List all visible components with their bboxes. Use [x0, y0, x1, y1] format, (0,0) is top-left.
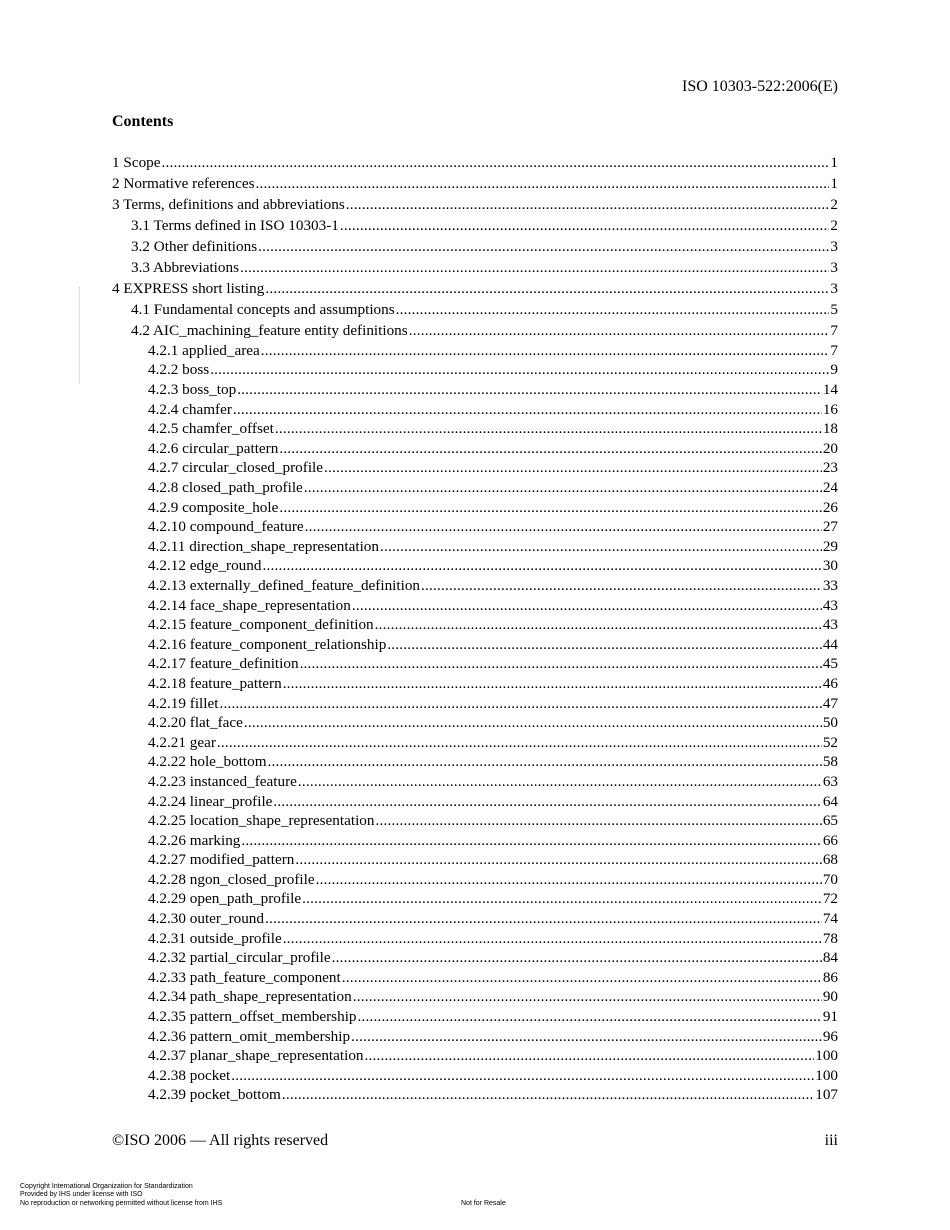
toc-entry[interactable] [112, 850, 838, 870]
toc-entry-page: 5 [830, 301, 838, 319]
toc-entry-page: 3 [830, 258, 838, 276]
toc-entry-page: 23 [822, 459, 838, 477]
toc-entry-label: 4.2.24 linear_profile [148, 792, 273, 810]
toc-dot-leader [275, 419, 822, 439]
toc-dot-leader [244, 713, 822, 733]
toc-entry[interactable] [112, 772, 838, 792]
toc-dot-leader [316, 870, 822, 890]
toc-dot-leader [256, 174, 830, 194]
toc-dot-leader [358, 1007, 822, 1027]
toc-dot-leader [217, 733, 822, 753]
toc-entry-page: 66 [822, 831, 838, 849]
toc-entry-page: 58 [822, 753, 838, 771]
margin-watermark [79, 287, 84, 383]
toc-entry-page: 72 [822, 890, 838, 908]
toc-entry-label: 4.2.23 instanced_feature [148, 772, 297, 790]
toc-entry[interactable] [112, 987, 838, 1007]
toc-entry[interactable] [112, 576, 838, 596]
toc-entry-label: 4.2.15 feature_component_definition [148, 616, 374, 634]
toc-entry-label: 4.2.6 circular_pattern [148, 439, 279, 457]
toc-entry-label: 4.2.18 feature_pattern [148, 674, 282, 692]
toc-dot-leader [241, 831, 821, 851]
toc-entry[interactable] [112, 870, 838, 890]
toc-dot-leader [279, 439, 822, 459]
toc-entry[interactable] [112, 360, 838, 380]
toc-entry-label: 4.2.10 compound_feature [148, 518, 304, 536]
toc-entry[interactable] [112, 733, 838, 753]
toc-entry[interactable] [112, 654, 838, 674]
toc-entry[interactable] [112, 300, 838, 320]
toc-entry-page: 7 [830, 322, 838, 340]
toc-entry[interactable] [112, 478, 838, 498]
toc-entry-label: 4.2.4 chamfer [148, 400, 232, 418]
toc-entry-page: 100 [815, 1047, 838, 1065]
toc-entry-page: 47 [822, 694, 838, 712]
toc-entry-label: 4 EXPRESS short listing [112, 280, 265, 298]
toc-entry-page: 90 [822, 988, 838, 1006]
toc-entry[interactable] [112, 968, 838, 988]
toc-entry-page: 52 [822, 733, 838, 751]
toc-entry-label: 4.2.34 path_shape_representation [148, 988, 352, 1006]
toc-entry-page: 44 [822, 635, 838, 653]
toc-dot-leader [282, 1085, 814, 1105]
toc-entry-label: 3.2 Other definitions [131, 237, 258, 255]
toc-entry[interactable] [112, 596, 838, 616]
toc-dot-leader [340, 216, 830, 236]
toc-dot-leader [300, 654, 822, 674]
toc-dot-leader [421, 576, 822, 596]
toc-entry[interactable] [112, 674, 838, 694]
toc-entry[interactable] [112, 635, 838, 655]
toc-dot-leader [353, 987, 822, 1007]
toc-entry-label: 2 Normative references [112, 174, 255, 192]
toc-dot-leader [279, 498, 821, 518]
toc-entry-label: 4.2.37 planar_shape_representation [148, 1047, 364, 1065]
table-of-contents [112, 151, 838, 1105]
toc-dot-leader [346, 195, 830, 215]
toc-entry-label: 4.1 Fundamental concepts and assumptions [131, 301, 395, 319]
toc-entry-label: 4.2.25 location_shape_representation [148, 812, 375, 830]
toc-entry[interactable] [112, 517, 838, 537]
not-for-resale-note: Not for Resale [461, 1200, 506, 1207]
toc-entry[interactable] [112, 498, 838, 518]
license-notice [20, 1183, 222, 1208]
toc-entry-page: 68 [822, 851, 838, 869]
toc-entry-label: 4.2.12 edge_round [148, 557, 262, 575]
toc-dot-leader [387, 635, 822, 655]
toc-entry-label: 4.2.9 composite_hole [148, 498, 279, 516]
toc-entry[interactable] [112, 439, 838, 459]
toc-dot-leader [240, 258, 829, 278]
toc-entry-label: 4.2.36 pattern_omit_membership [148, 1027, 351, 1045]
toc-entry-page: 14 [822, 381, 838, 399]
toc-entry-label: 4.2.20 flat_face [148, 714, 243, 732]
toc-entry[interactable] [112, 195, 838, 215]
toc-dot-leader [268, 752, 822, 772]
toc-entry-label: 4.2.2 boss [148, 361, 210, 379]
toc-entry-label: 4.2.38 pocket [148, 1066, 231, 1084]
toc-entry[interactable] [112, 615, 838, 635]
toc-entry-label: 4.2.1 applied_area [148, 341, 260, 359]
toc-entry-page: 2 [830, 216, 838, 234]
license-line: No reproduction or networking permitted without license from IHS [20, 1199, 223, 1207]
toc-entry-page: 18 [822, 420, 838, 438]
toc-entry-page: 3 [830, 237, 838, 255]
toc-dot-leader [210, 360, 829, 380]
toc-entry-label: 4.2.22 hole_bottom [148, 753, 267, 771]
toc-entry-label: 4.2.28 ngon_closed_profile [148, 870, 315, 888]
toc-entry[interactable] [112, 153, 838, 173]
toc-dot-leader [261, 341, 830, 361]
toc-entry[interactable] [112, 400, 838, 420]
toc-entry[interactable] [112, 321, 838, 341]
toc-entry[interactable] [112, 1046, 838, 1066]
toc-entry-label: 4.2.32 partial_circular_profile [148, 949, 331, 967]
toc-dot-leader [342, 968, 822, 988]
toc-entry-label: 4.2.35 pattern_offset_membership [148, 1008, 357, 1026]
toc-entry[interactable] [112, 419, 838, 439]
toc-entry-page: 43 [822, 596, 838, 614]
toc-entry-page: 1 [830, 153, 838, 171]
footer-copyright: ©ISO 2006 — All rights reserved [112, 1132, 329, 1149]
toc-entry-page: 78 [822, 929, 838, 947]
toc-dot-leader [233, 400, 822, 420]
toc-dot-leader [219, 694, 821, 714]
toc-entry-page: 46 [822, 674, 838, 692]
toc-entry-page: 20 [822, 439, 838, 457]
toc-dot-leader [351, 1027, 822, 1047]
toc-dot-leader [302, 889, 822, 909]
toc-entry[interactable] [112, 1085, 838, 1105]
toc-entry-label: 4.2.11 direction_shape_representation [148, 537, 379, 555]
toc-entry-page: 50 [822, 714, 838, 732]
toc-entry-page: 43 [822, 616, 838, 634]
toc-entry[interactable] [112, 948, 838, 968]
toc-entry-page: 63 [822, 772, 838, 790]
toc-entry[interactable] [112, 556, 838, 576]
toc-entry[interactable] [112, 258, 838, 278]
toc-entry-page: 74 [822, 910, 838, 928]
toc-entry-label: 4.2.8 closed_path_profile [148, 479, 303, 496]
toc-entry-label: 4.2.3 boss_top [148, 381, 237, 399]
toc-entry-label: 4.2.31 outside_profile [148, 929, 282, 947]
document-reference: ISO 10303-522:2006(E) [682, 78, 838, 95]
toc-entry-page: 16 [822, 400, 838, 418]
page-footer [112, 1132, 838, 1150]
toc-dot-leader [375, 615, 822, 635]
toc-entry-page: 9 [830, 361, 838, 379]
toc-entry[interactable] [112, 831, 838, 851]
toc-entry[interactable] [112, 694, 838, 714]
toc-entry-page: 2 [830, 195, 838, 213]
toc-entry-label: 4.2.14 face_shape_representation [148, 596, 351, 614]
toc-entry-label: 4.2.16 feature_component_relationship [148, 635, 387, 653]
toc-entry-page: 3 [830, 280, 838, 298]
toc-dot-leader [258, 237, 829, 257]
toc-entry-label: 4.2.5 chamfer_offset [148, 420, 274, 438]
toc-dot-leader [162, 153, 830, 173]
toc-dot-leader [237, 380, 822, 400]
toc-entry-page: 45 [822, 655, 838, 673]
toc-entry-label: 4.2.13 externally_defined_feature_definition [148, 576, 421, 594]
toc-dot-leader [298, 772, 822, 792]
toc-entry-label: 3.1 Terms defined in ISO 10303-1 [131, 216, 339, 234]
toc-entry[interactable] [112, 237, 838, 257]
toc-entry-page: 86 [822, 968, 838, 986]
toc-entry-page: 24 [822, 479, 838, 496]
toc-entry[interactable] [112, 537, 838, 557]
toc-entry[interactable] [112, 909, 838, 929]
toc-entry-page: 107 [815, 1086, 838, 1104]
toc-dot-leader [283, 929, 822, 949]
license-line: Provided by IHS under license with ISO [20, 1191, 143, 1199]
toc-entry[interactable] [112, 380, 838, 400]
footer-page-number: iii [824, 1132, 838, 1149]
toc-entry[interactable] [112, 216, 838, 236]
toc-entry[interactable] [112, 889, 838, 909]
toc-dot-leader [324, 458, 822, 478]
toc-entry-label: 4.2.33 path_feature_component [148, 968, 341, 986]
toc-entry-page: 26 [822, 498, 838, 516]
toc-entry-page: 64 [822, 792, 838, 810]
toc-dot-leader [231, 1066, 814, 1086]
toc-entry[interactable] [112, 713, 838, 733]
toc-entry-page: 1 [830, 174, 838, 192]
toc-entry-page: 100 [815, 1066, 838, 1084]
toc-entry-label: 4.2.19 fillet [148, 694, 219, 712]
toc-entry[interactable] [112, 279, 838, 299]
toc-dot-leader [352, 596, 822, 616]
toc-dot-leader [283, 674, 822, 694]
toc-entry[interactable] [112, 174, 838, 194]
toc-entry-page: 91 [822, 1008, 838, 1026]
toc-entry[interactable] [112, 1027, 838, 1047]
toc-entry[interactable] [112, 929, 838, 949]
toc-entry-page: 96 [822, 1027, 838, 1045]
toc-entry-page: 70 [822, 870, 838, 888]
license-line: Copyright International Organization for Standardization [20, 1183, 193, 1190]
toc-entry[interactable] [112, 752, 838, 772]
toc-entry-page: 7 [830, 341, 838, 359]
toc-dot-leader [375, 811, 821, 831]
toc-entry-label: 4.2 AIC_machining_feature entity definitions [131, 322, 408, 340]
toc-dot-leader [295, 850, 821, 870]
toc-entry-label: 4.2.30 outer_round [148, 910, 264, 928]
toc-dot-leader [409, 321, 830, 341]
toc-entry[interactable] [112, 792, 838, 812]
contents-heading: Contents [112, 113, 174, 130]
toc-entry[interactable] [112, 458, 838, 478]
toc-dot-leader [380, 537, 822, 557]
toc-entry-page: 33 [822, 576, 838, 594]
toc-entry-label: 4.2.7 circular_closed_profile [148, 459, 324, 477]
toc-entry-label: 4.2.39 pocket_bottom [148, 1086, 281, 1104]
toc-entry-page: 27 [822, 518, 838, 536]
toc-dot-leader [304, 478, 822, 498]
toc-entry-label: 4.2.17 feature_definition [148, 655, 299, 673]
toc-entry-label: 4.2.21 gear [148, 733, 216, 751]
toc-dot-leader [262, 556, 821, 576]
toc-entry-label: 4.2.27 modified_pattern [148, 851, 295, 869]
toc-entry-label: 4.2.26 marking [148, 831, 241, 849]
toc-entry[interactable] [112, 341, 838, 361]
toc-entry-label: 1 Scope [112, 153, 161, 171]
toc-entry-page: 84 [822, 949, 838, 967]
toc-entry-page: 30 [822, 557, 838, 575]
toc-dot-leader [396, 300, 830, 320]
toc-dot-leader [332, 948, 822, 968]
toc-dot-leader [365, 1046, 815, 1066]
toc-dot-leader [273, 792, 821, 812]
toc-entry-page: 29 [822, 537, 838, 555]
toc-dot-leader [265, 909, 822, 929]
toc-entry-page: 65 [822, 812, 838, 830]
toc-entry[interactable] [112, 1007, 838, 1027]
toc-dot-leader [265, 279, 829, 299]
toc-entry-label: 3.3 Abbreviations [131, 258, 239, 276]
toc-dot-leader [305, 517, 822, 537]
toc-entry[interactable] [112, 1066, 838, 1086]
toc-entry-label: 3 Terms, definitions and abbreviations [112, 195, 345, 213]
toc-entry[interactable] [112, 811, 838, 831]
toc-entry-label: 4.2.29 open_path_profile [148, 890, 302, 908]
